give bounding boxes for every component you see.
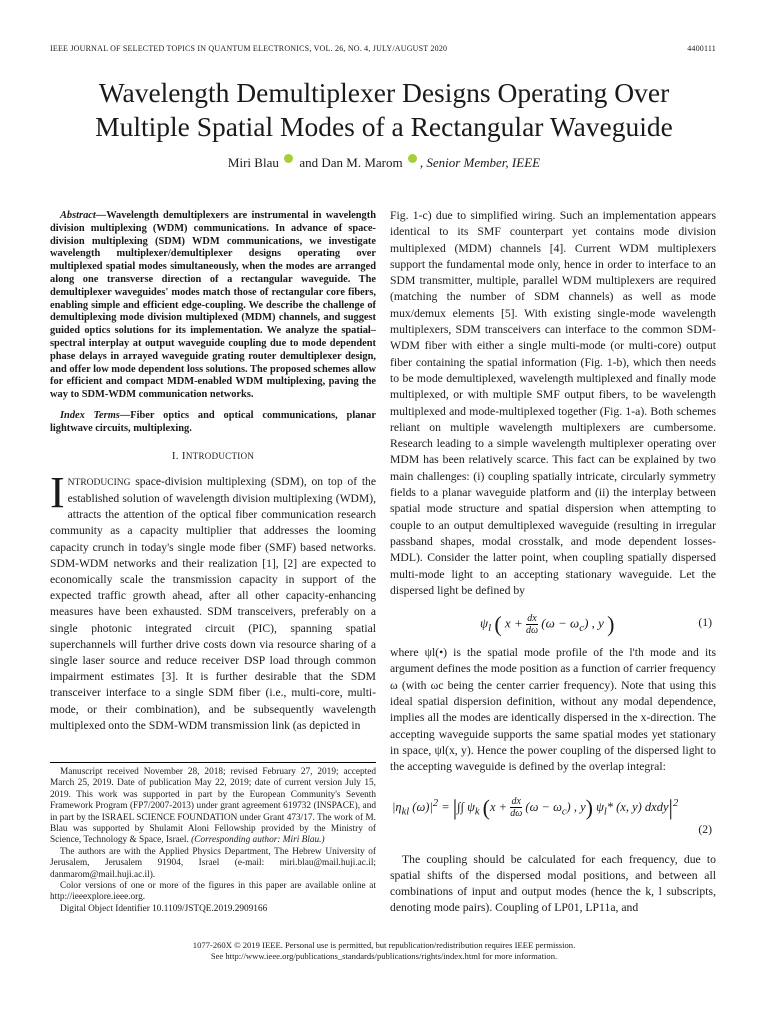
copyright-notice bbox=[60, 940, 708, 962]
equation-2 bbox=[390, 786, 716, 840]
section-number: I. bbox=[171, 449, 179, 462]
copyright-line-2: See http://www.ieee.org/publications_standards/publications/rights/index.html for more information. bbox=[210, 951, 558, 961]
intro-text: space-division multiplexing (SDM), on top of the established solution of wavelength division multiplexing (WDM), attracts the attention of the optical fiber communication research community as a capacity multiplier that addresses the looming capacity crunch in today's single mode fiber (SMF) based networks. SDM-WDM networks and their realization [1], [2] are expected to economically scale the transmission capacity in support of the expected traffic growth ahead, after all other capacity-enhancing measures have been exhausted. SDM transceivers, preferably on a single photonic integrated circuit (PIC), spanning spatial superchannels will further drive costs down via resource sharing of a single laser source and reduce receiver DSP load through common impairment estimates [3]. It is further desirable that the SDM transceiver interface to a single SDM fiber (i.e., multi-core, multi-mode, or their combination), and be subsequently wavelength multiplexed onto the SDM-WDM transmission link (as depicted in bbox=[50, 474, 376, 732]
running-header bbox=[50, 44, 716, 53]
author-1: Miri Blau bbox=[227, 155, 279, 170]
author-membership: , Senior Member, IEEE bbox=[419, 155, 541, 170]
equation-2-number: (2) bbox=[698, 822, 712, 836]
equation-2-body: $|\eta_{kl}$ $(\omega)|^2$ = |∫∫ $\psi_k$ (x + $\frac{dx}{d\omega}$ $(\omega - \omega_c)$ , y) $\psi_l*$ (x, y) $dxdy|^2$ bbox=[392, 794, 679, 820]
index-terms-text: Fiber optics and optical communications, planar lightwave circuits, multiplexing. bbox=[50, 409, 376, 434]
author-2: and Dan M. Marom bbox=[299, 155, 403, 170]
left-column bbox=[50, 210, 376, 734]
page-number: 4400111 bbox=[687, 44, 716, 53]
footnotes bbox=[50, 762, 376, 915]
journal-name: IEEE JOURNAL OF SELECTED TOPICS IN QUANTUM ELECTRONICS, VOL. 26, NO. 4, JULY/AUGUST 2020 bbox=[50, 44, 448, 53]
footnote-manuscript-text: Manuscript received November 28, 2018; revised February 27, 2019; accepted March 25, 2019. Date of publication May 22, 2019; date of current version July 15, 2019. This work was supported in part by the European Community's Seventh Framework Program (FP7/2007-2013) under grant agreement 619732 (INSPACE), and in part by the ISRAEL SCIENCE FOUNDATION under Grant 473/17. The work of M. Blau was supported by Shulamit Aloni Fellowship provided by the Ministry of Science, Technology & Space, Israel. bbox=[50, 767, 376, 846]
orcid-icon[interactable] bbox=[284, 154, 293, 163]
paper-title bbox=[30, 76, 738, 144]
equation-1-number: (1) bbox=[698, 616, 712, 630]
equation-1 bbox=[390, 605, 716, 639]
abstract-lead: Abstract— bbox=[60, 210, 107, 221]
footnote-affiliation: The authors are with the Applied Physics Department, The Hebrew University of Jerusalem, Jerusalem 91904, Israel (e-mail: miri.blau@mail.huji.ac.il; danmarom@mail.huji.ac.il). bbox=[50, 846, 376, 880]
right-column bbox=[390, 208, 716, 917]
index-terms bbox=[50, 410, 376, 436]
title-line-1: Wavelength Demultiplexer Designs Operating Over bbox=[98, 77, 670, 108]
right-paragraph-1: Fig. 1-c) due to simplified wiring. Such an implementation appears identical to its SMF counterpart yet contains mode division multiplexed (MDM) channels [4]. Current WDM multiplexers support the fundamental mode only, hence in order to interface to an SDM transmitter, multiple, parallel WDM multiplexers are required (matching the number of SDM channels) as well as mode mux/demux elements [5]. With existing single-mode wavelength multiplexers, SDM transceivers can interface to the common SDM-WDM fiber with either a single multi-mode (or multi-core) output fiber containing the spatial information (Fig. 1-b), which then needs to be mode demultiplexed, wavelength multiplexed and finally mode multiplexed, or with multiple SMF output fibers, to be wavelength multiplexed and mode-multiplexed together (Fig. 1-a). Both schemes reliant on multiple wavelength multiplexers are cumbersome. Research leading to a simple wavelength multiplexer operating over MDM has been relatively scarce. This fact can be explained by two main challenges: (i) coupling spatially intricate, circularly symmetry fields to a planar waveguide platform and (ii) the interplay between spatial mode structure and spatial dispersion when attempting to couple to an output demultiplexed waveguide (resulting in irregular passband shapes, modal crosstalk, and mode dependent losses-MDL). Consider the latter point, when coupling spatially dispersed multi-mode light to an accepting stationary waveguide. Let the dispersed light be defined by bbox=[390, 209, 716, 597]
footnote-color: Color versions of one or more of the figures in this paper are available online at http://ieeexplore.ieee.org. bbox=[50, 881, 376, 903]
orcid-icon[interactable] bbox=[408, 154, 417, 163]
index-terms-lead: Index Terms— bbox=[60, 409, 131, 421]
intro-paragraph bbox=[50, 467, 376, 734]
right-paragraph-2: where ψl(•) is the spatial mode profile of the l'th mode and its argument defines the mode position as a function of carrier frequency ω (with ωc being the center carrier frequency). Note that using this ideal spatial dispersion definition, without any modal dependence, implies all the modes are identically dispersed in the x-direction. The accepting waveguide supports the same spatial modes yet stationary in space, ψl(x, y). Hence the power coupling of the dispersed light to the accepting waveguide is defined by the overlap integral: bbox=[390, 646, 716, 774]
corresponding-author: (Corresponding author: Miri Blau.) bbox=[191, 835, 325, 846]
author-line bbox=[0, 154, 768, 171]
footnote-manuscript bbox=[50, 767, 376, 847]
copyright-line-1: 1077-260X © 2019 IEEE. Personal use is permitted, but republication/redistribution requires IEEE permission. bbox=[192, 940, 576, 950]
footnote-doi: Digital Object Identifier 10.1109/JSTQE.2019.2909166 bbox=[60, 903, 268, 914]
intro-caps: NTRODUCING bbox=[67, 477, 131, 488]
section-heading bbox=[50, 448, 376, 464]
abstract bbox=[50, 210, 376, 402]
equation-1-body: $\psi_l$ ( x + $\frac{dx}{d\omega}$ $(\omega - \omega_c)$ , y ) bbox=[480, 611, 615, 637]
title-line-2: Multiple Spatial Modes of a Rectangular Waveguide bbox=[95, 111, 673, 142]
abstract-text: Wavelength demultiplexers are instrumental in wavelength division multiplexing (WDM) communications. In advance of space-division multiplexing (SDM) WDM communications, we investigate wavelength multiplexer/demultiplexer designs operating over multiplexed spatial modes simultaneously, when the modes are arranged along one transverse direction of a rectangular waveguide. The demultiplexer waveguides' modes match those of rectangular core fibers, enabling simple and efficient edge-coupling. We describe the challenge of demultiplexing mode division multiplexed (MDM) channels, and suggest guided optics solutions for its implementation. We analyze the spatial–spectral interplay at output waveguide coupling due to mode dependent phase delays in arrayed waveguide grating router demultiplexer design, and offer low mode dependent loss solutions. The proposed schemes allow for efficient and compact MDM-enabled WDM multiplexing, paving the way to SDM-WDM communication networks. bbox=[50, 210, 376, 401]
right-paragraph-3: The coupling should be calculated for each frequency, due to spatial shifts of the dispersed modal positions, and between all combinations of input and output modes (hence the k, l subscripts, denoting mode pairs). Coupling of LP01, LP11a, and bbox=[390, 852, 716, 915]
section-cap: I bbox=[181, 449, 186, 462]
drop-cap: I bbox=[50, 467, 65, 517]
section-title: NTRODUCTION bbox=[185, 450, 255, 461]
